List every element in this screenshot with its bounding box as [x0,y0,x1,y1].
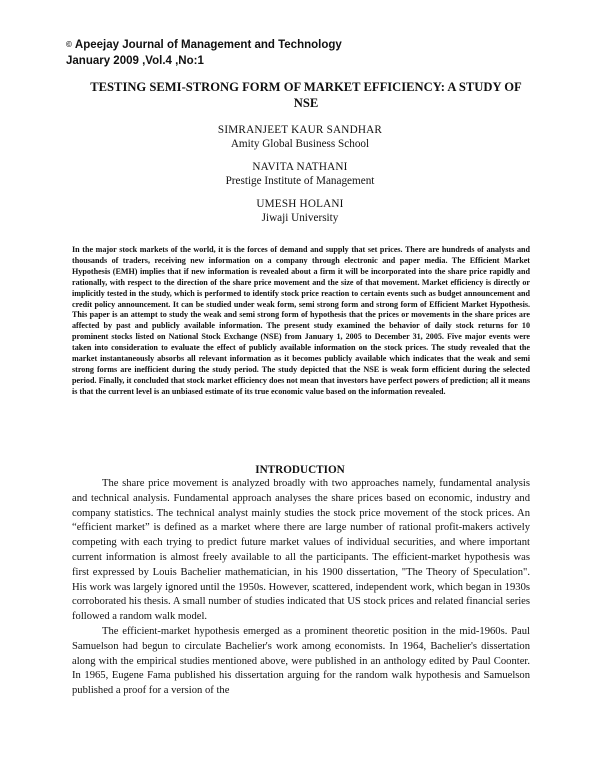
body-paragraph: The share price movement is analyzed broadly with two approaches namely, fundamental analysis and technical analysis. Fundamental approach analyses the share prices based on economic, industry and company statistics. The technical analyst mainly studies the stock price movement of the stock prices. An “efficient market” is defined as a market where there are large number of rational profit-makers actively competing with each trying to predict future market values of individual securities, and where important current information is almost freely available to all the participants. The efficient-market hypothesis was first expressed by Louis Bachelier mathematician, in his 1900 dissertation, "The Theory of Speculation". His work was largely ignored until the 1950s. However, scattered, independent work, which began in 1930s corroborated his thesis. A small number of studies indicated that US stock prices and related financial series followed a random walk model. [72,478,530,623]
paper-title: TESTING SEMI-STRONG FORM OF MARKET EFFICIENCY: A STUDY OF NSE [90,80,522,110]
author-block [100,124,500,151]
copyright-symbol: © [66,40,72,49]
abstract: In the major stock markets of the world, it is the forces of demand and supply that set prices. There are hundreds of analysts and thousands of traders, receiving new information on a company through electronic and paper media. The Efficient Market Hypothesis (EMH) implies that if new information is revealed about a firm it will be incorporated into the share price rapidly and rationally, with respect to the direction of the share price movement and the size of that movement. Market efficiency is directly or implicitly tested in the study, which is performed to identify stock price reaction to certain events such as budget announcement and credit policy announcement. It can be studied under weak form, semi strong form and strong form of Efficient Market Hypothesis. This paper is an attempt to study the weak and semi strong form of hypothesis that the prices or movements in the share prices are affected by past and publicly available information. The present study examined the behavior of daily stock returns for 10 prominent stocks listed on National Stock Exchange (NSE) from January 1, 2005 to December 31, 2005. Five major events were taken into consideration to evaluate the effect of publicly available information on the stock prices. The study revealed that the market instantaneously absorbs all relevant information as it becomes publicly available which indicates that the weak and semi strong forms are inefficient during the study period. The study depicted that the NSE is weak form efficient during the selected period. Finally, it concluded that stock market efficiency does not mean that investors have perfect powers of prediction; all it means is that the current level is an unbiased estimate of its true economic value based on the information revealed. [72,245,530,396]
author-affiliation: Prestige Institute of Management [225,174,375,187]
body-paragraph: The efficient-market hypothesis emerged as a prominent theoretic position in the mid-1960s. Paul Samuelson had begun to circulate Bachelier's work among economists. In 1964, Bachelier's dissertation along with the empirical studies mentioned above, were published in an anthology edited by Paul Coonter. In 1965, Eugene Fama published his dissertation arguing for the random walk hypothesis and Samuelson published a proof for a version of the [72,625,530,697]
author-affiliation: Amity Global Business School [230,137,370,150]
journal-name-line [66,37,342,53]
author-block [100,161,500,188]
journal-issue: January 2009 ,Vol.4 ,No:1 [66,55,204,67]
author-name: UMESH HOLANI [256,198,344,210]
introduction-body [72,477,530,699]
author-list [100,124,500,235]
author-name: NAVITA NATHANI [252,161,348,173]
author-affiliation: Jiwaji University [261,211,339,224]
author-block [100,198,500,225]
journal-header [66,37,342,69]
journal-name: Apeejay Journal of Management and Technology [74,39,342,51]
section-heading-introduction: INTRODUCTION [255,464,345,476]
author-name: SIMRANJEET KAUR SANDHAR [217,124,383,136]
